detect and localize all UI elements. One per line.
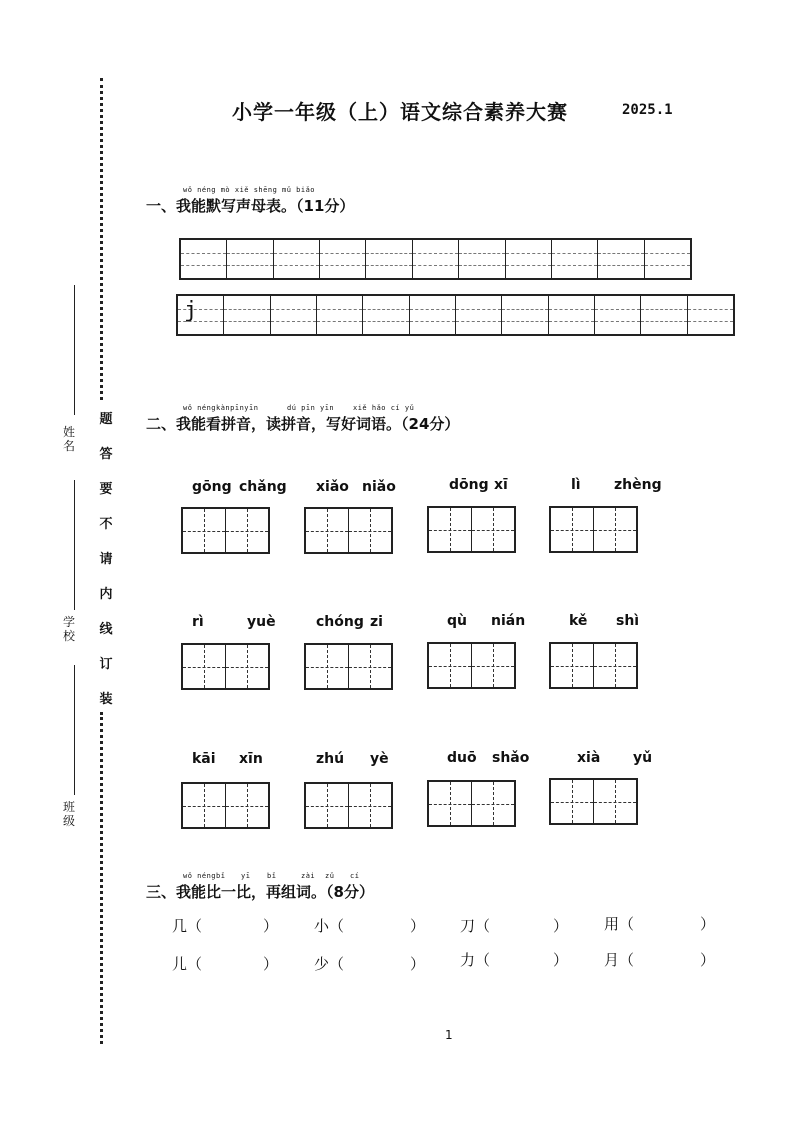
margin-char: 内 xyxy=(99,587,113,602)
writing-cell[interactable] xyxy=(644,240,690,278)
writing-cell[interactable] xyxy=(273,240,319,278)
writing-cell[interactable] xyxy=(223,296,269,334)
close-paren: ） xyxy=(700,951,716,969)
word-writing-box[interactable] xyxy=(304,643,393,690)
word-pinyin: chǎng xyxy=(239,479,287,495)
section2-pinyin-1: wǒ néngkànpīnyīn xyxy=(183,404,259,412)
word-writing-box[interactable] xyxy=(181,643,270,690)
margin-char: 要 xyxy=(99,482,113,497)
word-pinyin: duō xyxy=(447,750,477,766)
word-writing-box[interactable] xyxy=(549,642,638,689)
close-paren: ） xyxy=(263,917,279,935)
word-pinyin: kāi xyxy=(192,751,216,767)
word-writing-box[interactable] xyxy=(181,507,270,554)
writing-cell[interactable] xyxy=(501,296,547,334)
word-pinyin: qù xyxy=(447,613,467,629)
writing-cell[interactable] xyxy=(178,296,223,334)
writing-cell[interactable] xyxy=(597,240,643,278)
section2-title: 二、我能看拼音，读拼音，写好词语。（24分） xyxy=(146,415,460,433)
writing-cell[interactable] xyxy=(362,296,408,334)
word-pinyin: shǎo xyxy=(492,750,530,766)
close-paren: ） xyxy=(553,951,569,969)
school-label: 学校 xyxy=(62,615,75,643)
word-writing-box[interactable] xyxy=(181,782,270,829)
margin-char: 不 xyxy=(99,517,113,532)
word-writing-box[interactable] xyxy=(427,642,516,689)
school-write-line[interactable] xyxy=(74,480,75,610)
exam-date: 2025.1 xyxy=(622,102,673,118)
close-paren: ） xyxy=(410,955,426,973)
close-paren: ） xyxy=(263,955,279,973)
word-pinyin: niǎo xyxy=(362,479,396,495)
exam-title: 小学一年级（上）语文综合素养大赛 xyxy=(232,100,568,124)
writing-cell[interactable] xyxy=(181,240,226,278)
writing-cell[interactable] xyxy=(640,296,686,334)
section3-pinyin-6: cí xyxy=(350,872,360,880)
word-pinyin: zi xyxy=(370,614,383,630)
margin-char: 装 xyxy=(99,692,113,707)
close-paren: ） xyxy=(553,917,569,935)
word-pinyin: xīn xyxy=(239,751,263,767)
word-pinyin: kě xyxy=(569,613,588,629)
word-pinyin: rì xyxy=(192,614,204,630)
section3-pinyin-3: bǐ xyxy=(267,872,277,880)
word-writing-box[interactable] xyxy=(549,778,638,825)
word-pinyin: xī xyxy=(494,477,508,493)
word-pinyin: nián xyxy=(491,613,526,629)
class-write-line[interactable] xyxy=(74,665,75,795)
margin-char: 答 xyxy=(99,447,113,462)
writing-cell[interactable] xyxy=(365,240,411,278)
word-pinyin: chóng xyxy=(316,614,364,630)
section3-pinyin-5: zǔ xyxy=(325,872,335,880)
compare-char: 少（ xyxy=(314,955,345,973)
word-pinyin: dōng xyxy=(449,477,489,493)
word-pinyin: zhèng xyxy=(614,477,662,493)
writing-cell[interactable] xyxy=(505,240,551,278)
word-pinyin: shì xyxy=(616,613,640,629)
section3-pinyin-2: yī xyxy=(241,872,251,880)
word-writing-box[interactable] xyxy=(304,782,393,829)
binding-dotted-line-bottom xyxy=(100,712,103,1044)
name-write-line[interactable] xyxy=(74,285,75,415)
section3-title: 三、我能比一比，再组词。（8分） xyxy=(146,883,374,901)
writing-cell[interactable] xyxy=(319,240,365,278)
writing-cell[interactable] xyxy=(455,296,501,334)
writing-cell[interactable] xyxy=(458,240,504,278)
name-label: 姓名 xyxy=(62,425,75,453)
section2-pinyin-2: dú pīn yīn xyxy=(287,404,335,412)
compare-char: 小（ xyxy=(314,917,345,935)
margin-char: 线 xyxy=(99,622,113,637)
section1-title: 一、我能默写声母表。（11分） xyxy=(146,197,355,215)
writing-cell[interactable] xyxy=(226,240,272,278)
section1-pinyin: wǒ néng mò xiě shēng mǔ biǎo xyxy=(183,186,316,194)
compare-char: 用（ xyxy=(604,915,635,933)
writing-cell[interactable] xyxy=(409,296,455,334)
margin-char: 请 xyxy=(99,552,113,567)
word-pinyin: xià xyxy=(577,750,601,766)
close-paren: ） xyxy=(410,917,426,935)
word-pinyin: lì xyxy=(571,477,581,493)
compare-char: 几（ xyxy=(172,917,203,935)
compare-char: 儿（ xyxy=(172,955,203,973)
section3-pinyin-1: wǒ néngbǐ xyxy=(183,872,226,880)
word-pinyin: zhú xyxy=(316,751,345,767)
word-pinyin: xiǎo xyxy=(316,479,349,495)
writing-cell[interactable] xyxy=(687,296,733,334)
margin-char: 题 xyxy=(99,412,113,427)
word-pinyin: yuè xyxy=(247,614,276,630)
word-pinyin: yǔ xyxy=(633,750,653,766)
close-paren: ） xyxy=(700,915,716,933)
initials-writing-row-2 xyxy=(176,294,735,336)
page-number: 1 xyxy=(445,1028,453,1042)
word-writing-box[interactable] xyxy=(427,780,516,827)
initials-writing-row-1 xyxy=(179,238,692,280)
word-writing-box[interactable] xyxy=(304,507,393,554)
word-pinyin: yè xyxy=(370,751,389,767)
writing-cell[interactable] xyxy=(316,296,362,334)
margin-char: 订 xyxy=(99,657,113,672)
section2-pinyin-3: xiě hǎo cí yǔ xyxy=(353,404,415,412)
example-letter: j xyxy=(184,298,198,323)
section3-pinyin-4: zài xyxy=(301,872,316,880)
writing-cell[interactable] xyxy=(551,240,597,278)
word-writing-box[interactable] xyxy=(549,506,638,553)
class-label: 班级 xyxy=(62,800,75,828)
compare-char: 月（ xyxy=(604,951,635,969)
word-pinyin: gōng xyxy=(192,479,232,495)
word-writing-box[interactable] xyxy=(427,506,516,553)
writing-cell[interactable] xyxy=(412,240,458,278)
compare-char: 力（ xyxy=(460,951,491,969)
writing-cell[interactable] xyxy=(594,296,640,334)
writing-cell[interactable] xyxy=(548,296,594,334)
compare-char: 刀（ xyxy=(460,917,491,935)
writing-cell[interactable] xyxy=(270,296,316,334)
binding-dotted-line-top xyxy=(100,78,103,400)
